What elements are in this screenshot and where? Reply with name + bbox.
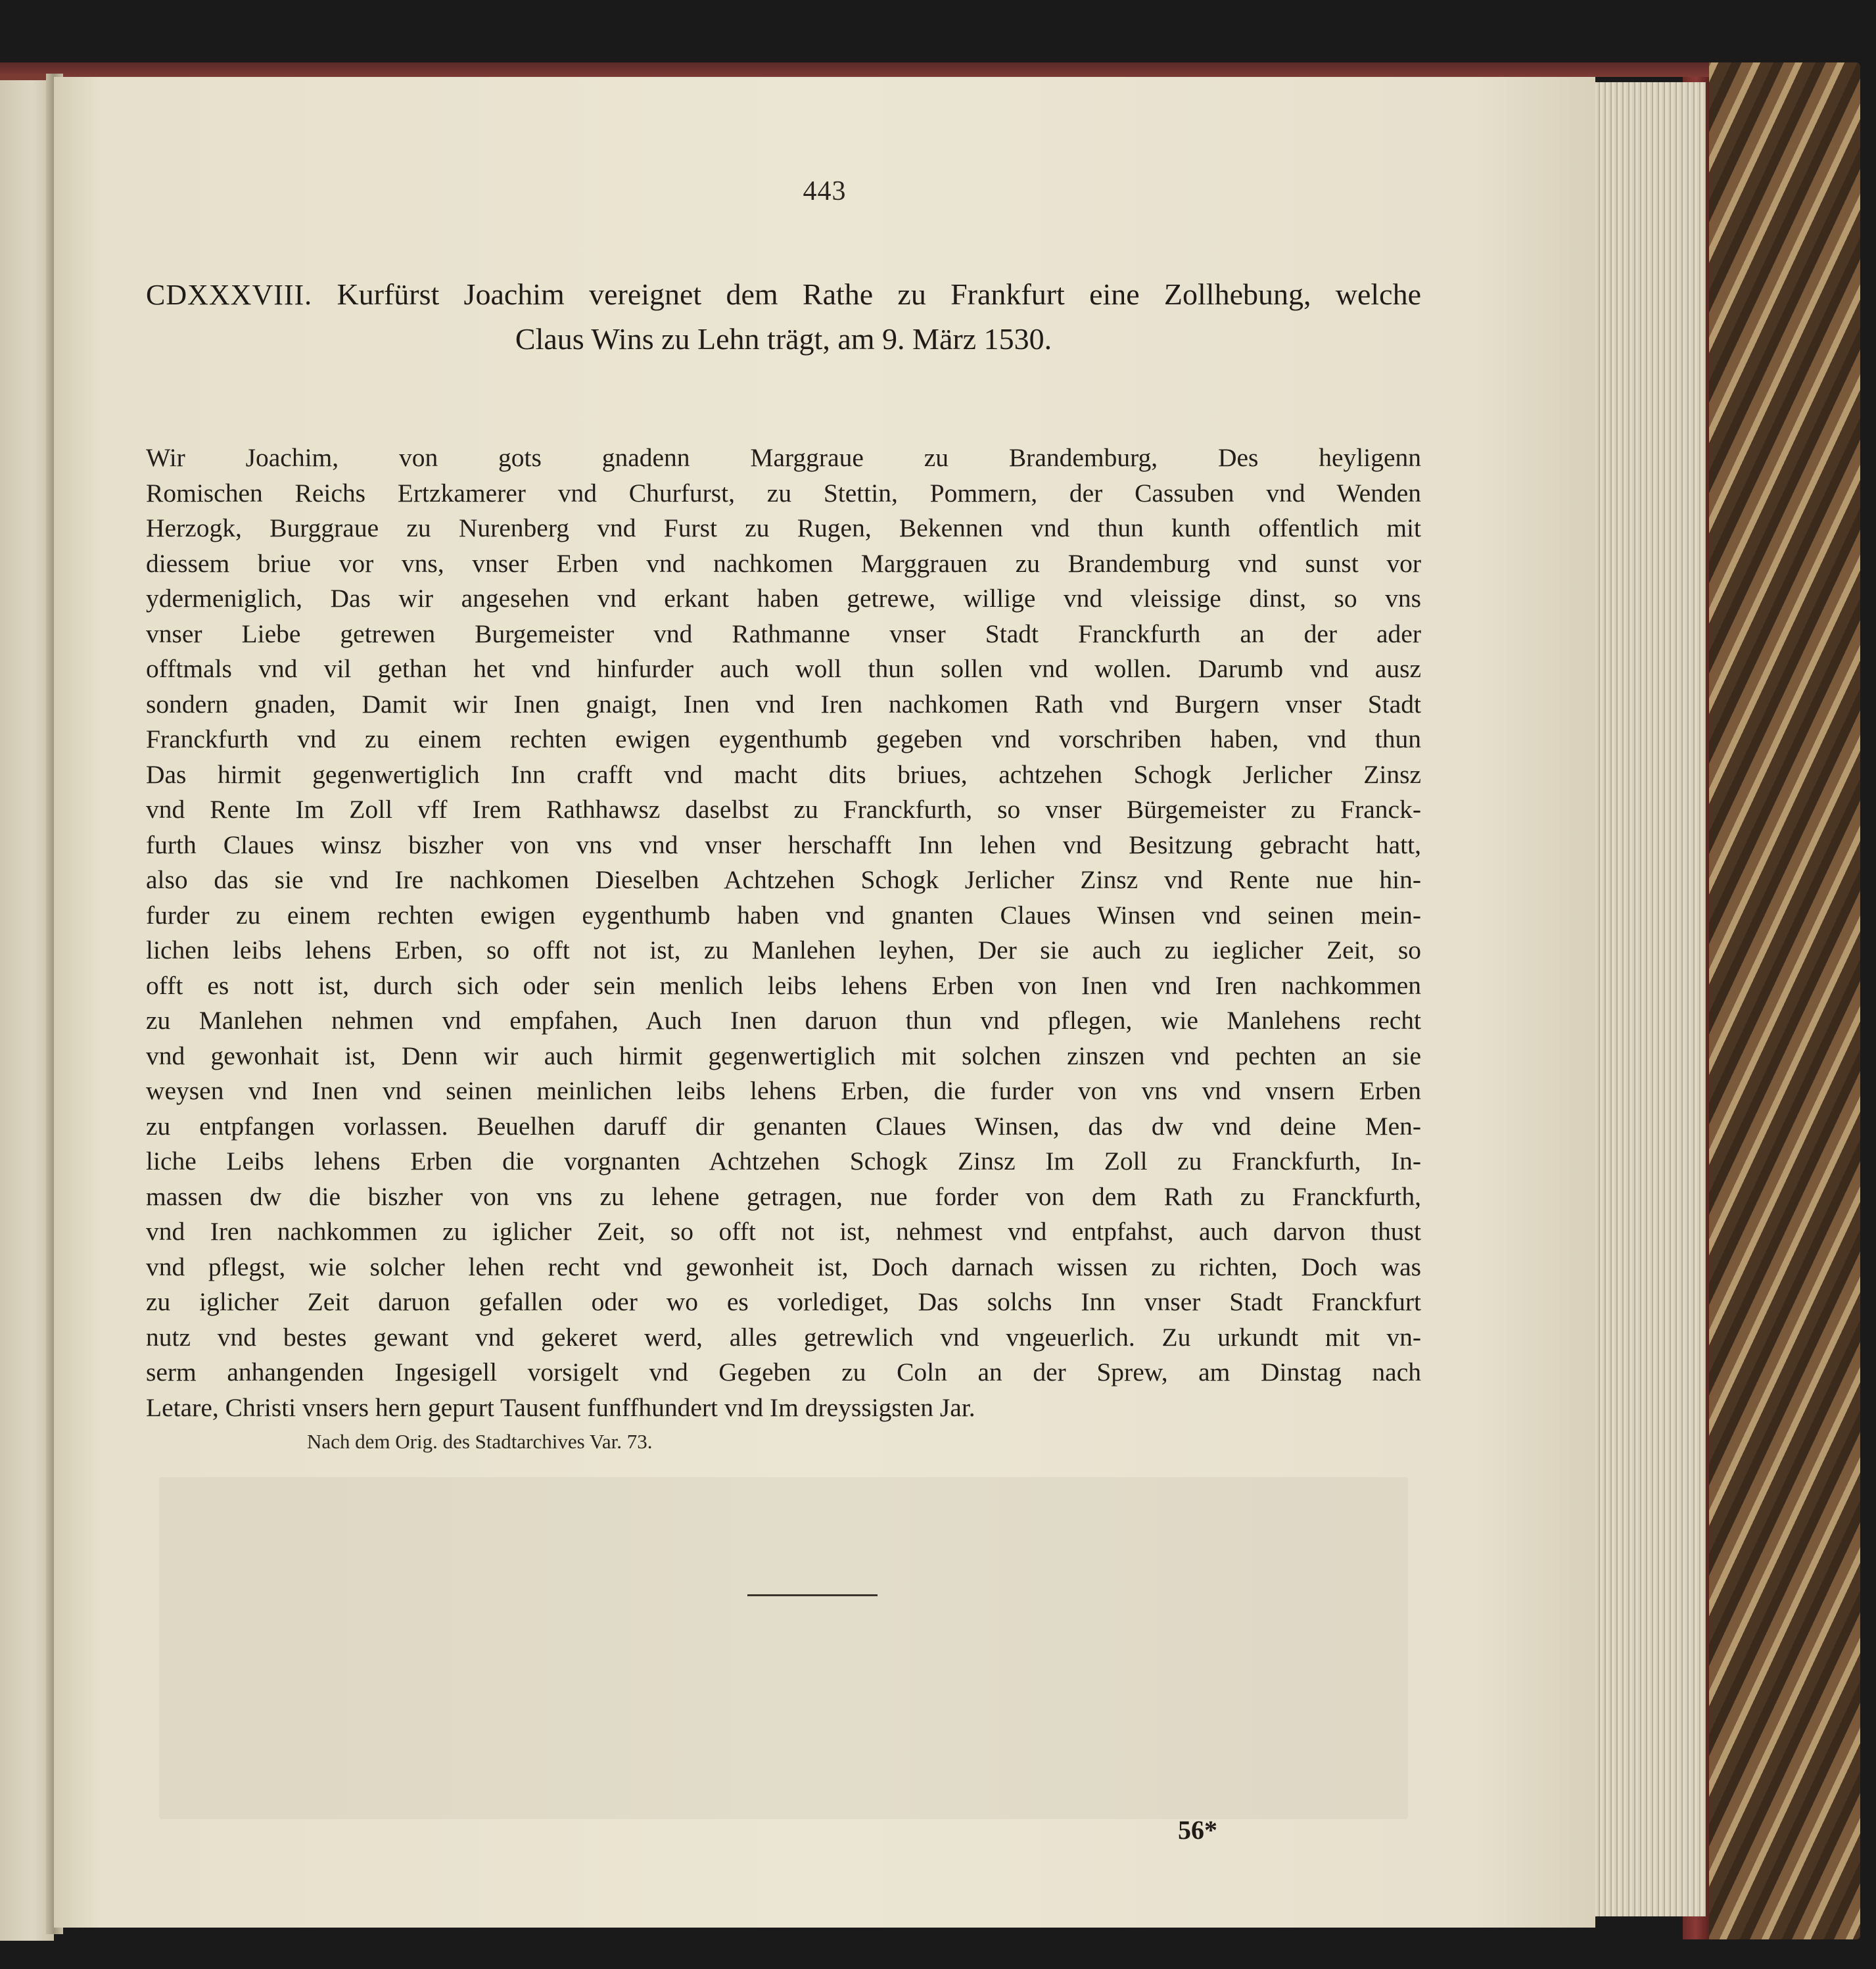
body-line: offt es nott ist, durch sich oder sein menlich leibs lehens Erben von Inen vnd Iren nachkommen [146, 970, 1421, 1000]
heading-line-1 [146, 272, 1421, 317]
body-line: sondern gnaden, Damit wir Inen gnaigt, Inen vnd Iren nachkomen Rath vnd Burgern vnser Stadt [146, 689, 1421, 719]
body-line: Herzogk, Burggraue zu Nurenberg vnd Furst zu Rugen, Bekennen vnd thun kunth offentlich mit [146, 513, 1421, 542]
body-line: massen dw die biszher von vns zu lehene getragen, nue forder von dem Rath zu Franckfurth, [146, 1181, 1421, 1211]
body-line: vnd Rente Im Zoll vff Irem Rathhawsz daselbst zu Franckfurth, so vnser Bürgemeister zu Franck- [146, 795, 1421, 824]
body-line: serm anhangenden Ingesigell vorsigelt vnd Gegeben zu Coln an der Sprew, am Dinstag nach [146, 1358, 1421, 1387]
book-cover-board [1689, 62, 1860, 1939]
document-heading [146, 272, 1421, 361]
body-line: vnser Liebe getrewen Burgemeister vnd Rathmanne vnser Stadt Franckfurth an der ader [146, 619, 1421, 648]
body-line: Franckfurth vnd zu einem rechten ewigen eygenthumb gegeben vnd vorschriben haben, vnd thun [146, 724, 1421, 753]
body-line: vnd gewonhait ist, Denn wir auch hirmit gegenwertiglich mit solchen zinszen vnd pechten an sie [146, 1041, 1421, 1070]
body-line: diessem briue vor vns, vnser Erben vnd nachkomen Marggrauen zu Brandemburg vnd sunst vor [146, 548, 1421, 578]
body-line: furth Claues winsz biszher von vns vnd vnser herschafft Inn lehen vnd Besitzung gebracht hatt, [146, 830, 1421, 859]
body-line: also das sie vnd Ire nachkomen Dieselben Achtzehen Schogk Jerlicher Zinsz vnd Rente nue hin- [146, 865, 1421, 894]
body-line: Romischen Reichs Ertzkamerer vnd Churfurst, zu Stettin, Pommern, der Cassuben vnd Wenden [146, 478, 1421, 508]
heading-line-2: Claus Wins zu Lehn trägt, am 9. März 1530. [515, 322, 1052, 356]
body-line: zu Manlehen nehmen vnd empfahen, Auch Inen daruon thun vnd pflegen, wie Manlehens recht [146, 1006, 1421, 1035]
body-line: zu iglicher Zeit daruon gefallen oder wo es vorlediget, Das solchs Inn vnser Stadt Franckfurt [146, 1287, 1421, 1316]
section-divider [747, 1594, 878, 1596]
document-number: CDXXXVIII. [146, 279, 313, 311]
page-number: 443 [803, 176, 847, 206]
body-line: nutz vnd bestes gewant vnd gekeret werd, alles getrewlich vnd vngeuerlich. Zu urkundt mit vn- [146, 1322, 1421, 1352]
source-note: Nach dem Orig. des Stadtarchives Var. 73. [307, 1430, 653, 1453]
body-line: offtmals vnd vil gethan het vnd hinfurder auch woll thun sollen vnd wollen. Darumb vnd ausz [146, 654, 1421, 683]
body-line: furder zu einem rechten ewigen eygenthumb haben vnd gnanten Claues Winsen vnd seinen mein- [146, 900, 1421, 930]
body-line: ydermeniglich, Das wir angesehen vnd erkant haben getrewe, willige vnd vleissige dinst, so vns [146, 584, 1421, 613]
bleed-through-text [159, 1477, 1408, 1819]
body-line: lichen leibs lehens Erben, so offt not ist, zu Manlehen leyhen, Der sie auch zu ieglicher Zeit, so [146, 936, 1421, 964]
body-line: Wir Joachim, von gots gnadenn Marggraue zu Brandemburg, Des heyligenn [146, 443, 1421, 472]
book-page [54, 77, 1595, 1928]
body-line: Letare, Christi vnsers hern gepurt Tausent funffhundert vnd Im dreyssigsten Jar. [146, 1392, 975, 1422]
printer-signature-mark: 56* [1178, 1815, 1217, 1845]
body-line: liche Leibs lehens Erben die vorgnanten Achtzehen Schogk Zinsz Im Zoll zu Franckfurth, In- [146, 1147, 1421, 1175]
body-line: Das hirmit gegenwertiglich Inn crafft vnd macht dits briues, achtzehen Schogk Jerlicher Zinsz [146, 759, 1421, 789]
page-edge-stack [1591, 82, 1706, 1916]
body-line: weysen vnd Inen vnd seinen meinlichen leibs lehens Erben, die furder von vns vnd vnsern Erben [146, 1076, 1421, 1105]
document-body [146, 440, 1421, 1425]
heading-title: Kurfürst Joachim vereignet dem Rathe zu Frankfurt eine Zollhebung, welche [337, 277, 1422, 311]
body-line: vnd Iren nachkommen zu iglicher Zeit, so offt not ist, nehmest vnd entpfahst, auch darvon thust [146, 1217, 1421, 1246]
book-cover-top-edge [0, 62, 1709, 77]
body-line: vnd pflegst, wie solcher lehen recht vnd gewonheit ist, Doch darnach wissen zu richten, Doch was [146, 1252, 1421, 1281]
body-line: zu entpfangen vorlassen. Beuelhen daruff dir genanten Claues Winsen, das dw vnd deine Men- [146, 1111, 1421, 1141]
